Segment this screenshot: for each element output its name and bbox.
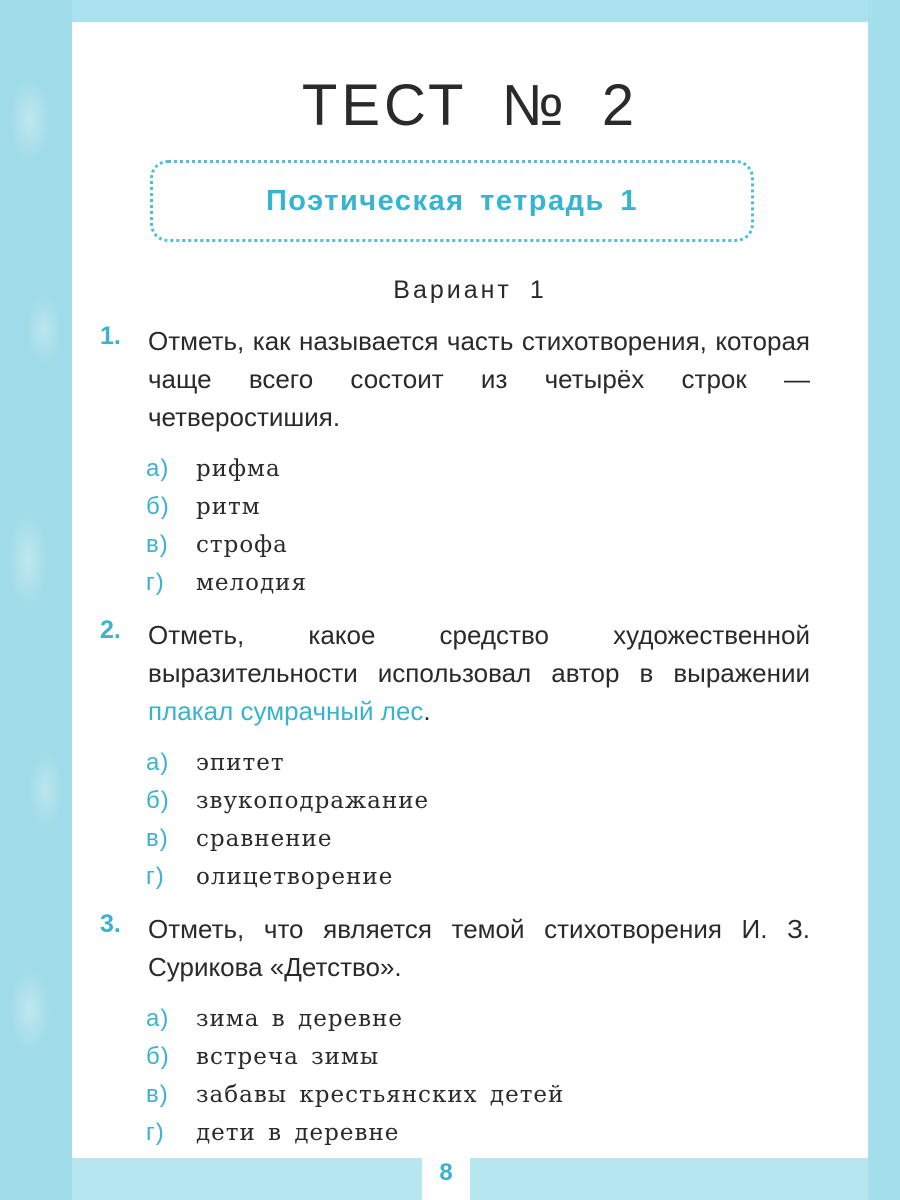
highlighted-phrase: плакал сумрачный лес	[148, 696, 424, 726]
option-letter: г)	[146, 863, 165, 890]
answer-option[interactable]	[146, 488, 810, 526]
question-number: 2.	[100, 616, 121, 644]
option-text: дети в деревне	[196, 1120, 400, 1146]
subtitle-box	[150, 160, 754, 242]
variant-label: Вариант 1	[393, 276, 547, 304]
option-letter: б)	[146, 493, 170, 520]
option-text: сравнение	[196, 826, 333, 852]
subtitle: Поэтическая тетрадь 1	[265, 184, 639, 217]
question-text-main: Отметь, какое средство художественной выразительности использовал автор в выражении	[148, 620, 810, 688]
question-number: 3.	[100, 910, 121, 938]
question-number: 1.	[100, 322, 121, 350]
question-text: Отметь, как называется часть стихотворения, которая чаще всего состоит из четырёх строк — четверостишия.	[148, 326, 810, 432]
question-text	[148, 616, 810, 730]
option-text: звукоподражание	[196, 788, 430, 814]
option-letter: а)	[146, 455, 170, 482]
option-letter: в)	[146, 1081, 169, 1108]
bottom-band	[72, 1158, 868, 1200]
option-text: олицетворение	[196, 864, 394, 890]
decorative-left-border	[0, 0, 72, 1200]
option-text: ритм	[196, 494, 261, 520]
question-text-end: .	[423, 696, 431, 726]
question-1	[100, 322, 810, 602]
answer-options	[146, 744, 810, 896]
option-text: строфа	[196, 532, 288, 558]
page-title: ТЕСТ № 2	[301, 73, 639, 138]
decorative-right-border	[868, 0, 900, 1200]
answer-options	[146, 450, 810, 602]
option-letter: г)	[146, 1119, 165, 1146]
option-letter: б)	[146, 1043, 170, 1070]
option-text: рифма	[196, 456, 281, 482]
option-text: забавы крестьянских детей	[196, 1082, 565, 1108]
answer-option[interactable]	[146, 744, 810, 782]
answer-option[interactable]	[146, 1076, 810, 1114]
question-2	[100, 616, 810, 896]
page-number: 8	[422, 1146, 470, 1200]
option-letter: б)	[146, 787, 170, 814]
answer-option[interactable]	[146, 858, 810, 896]
option-letter: г)	[146, 569, 165, 596]
option-text: встреча зимы	[196, 1044, 380, 1070]
option-text: зима в деревне	[196, 1006, 404, 1032]
option-letter: в)	[146, 531, 169, 558]
answer-option[interactable]	[146, 1000, 810, 1038]
option-letter: в)	[146, 825, 169, 852]
option-text: эпитет	[196, 750, 285, 776]
option-letter: а)	[146, 1005, 170, 1032]
answer-option[interactable]	[146, 1038, 810, 1076]
answer-option[interactable]	[146, 820, 810, 858]
answer-option[interactable]	[146, 1114, 810, 1152]
option-text: мелодия	[196, 570, 307, 596]
question-3	[100, 910, 810, 1152]
answer-option[interactable]	[146, 564, 810, 602]
answer-option[interactable]	[146, 782, 810, 820]
answer-options	[146, 1000, 810, 1152]
question-text: Отметь, что является темой стихотворения И. З. Сурикова «Детство».	[148, 914, 810, 982]
answer-option[interactable]	[146, 526, 810, 564]
option-letter: а)	[146, 749, 170, 776]
answer-option[interactable]	[146, 450, 810, 488]
